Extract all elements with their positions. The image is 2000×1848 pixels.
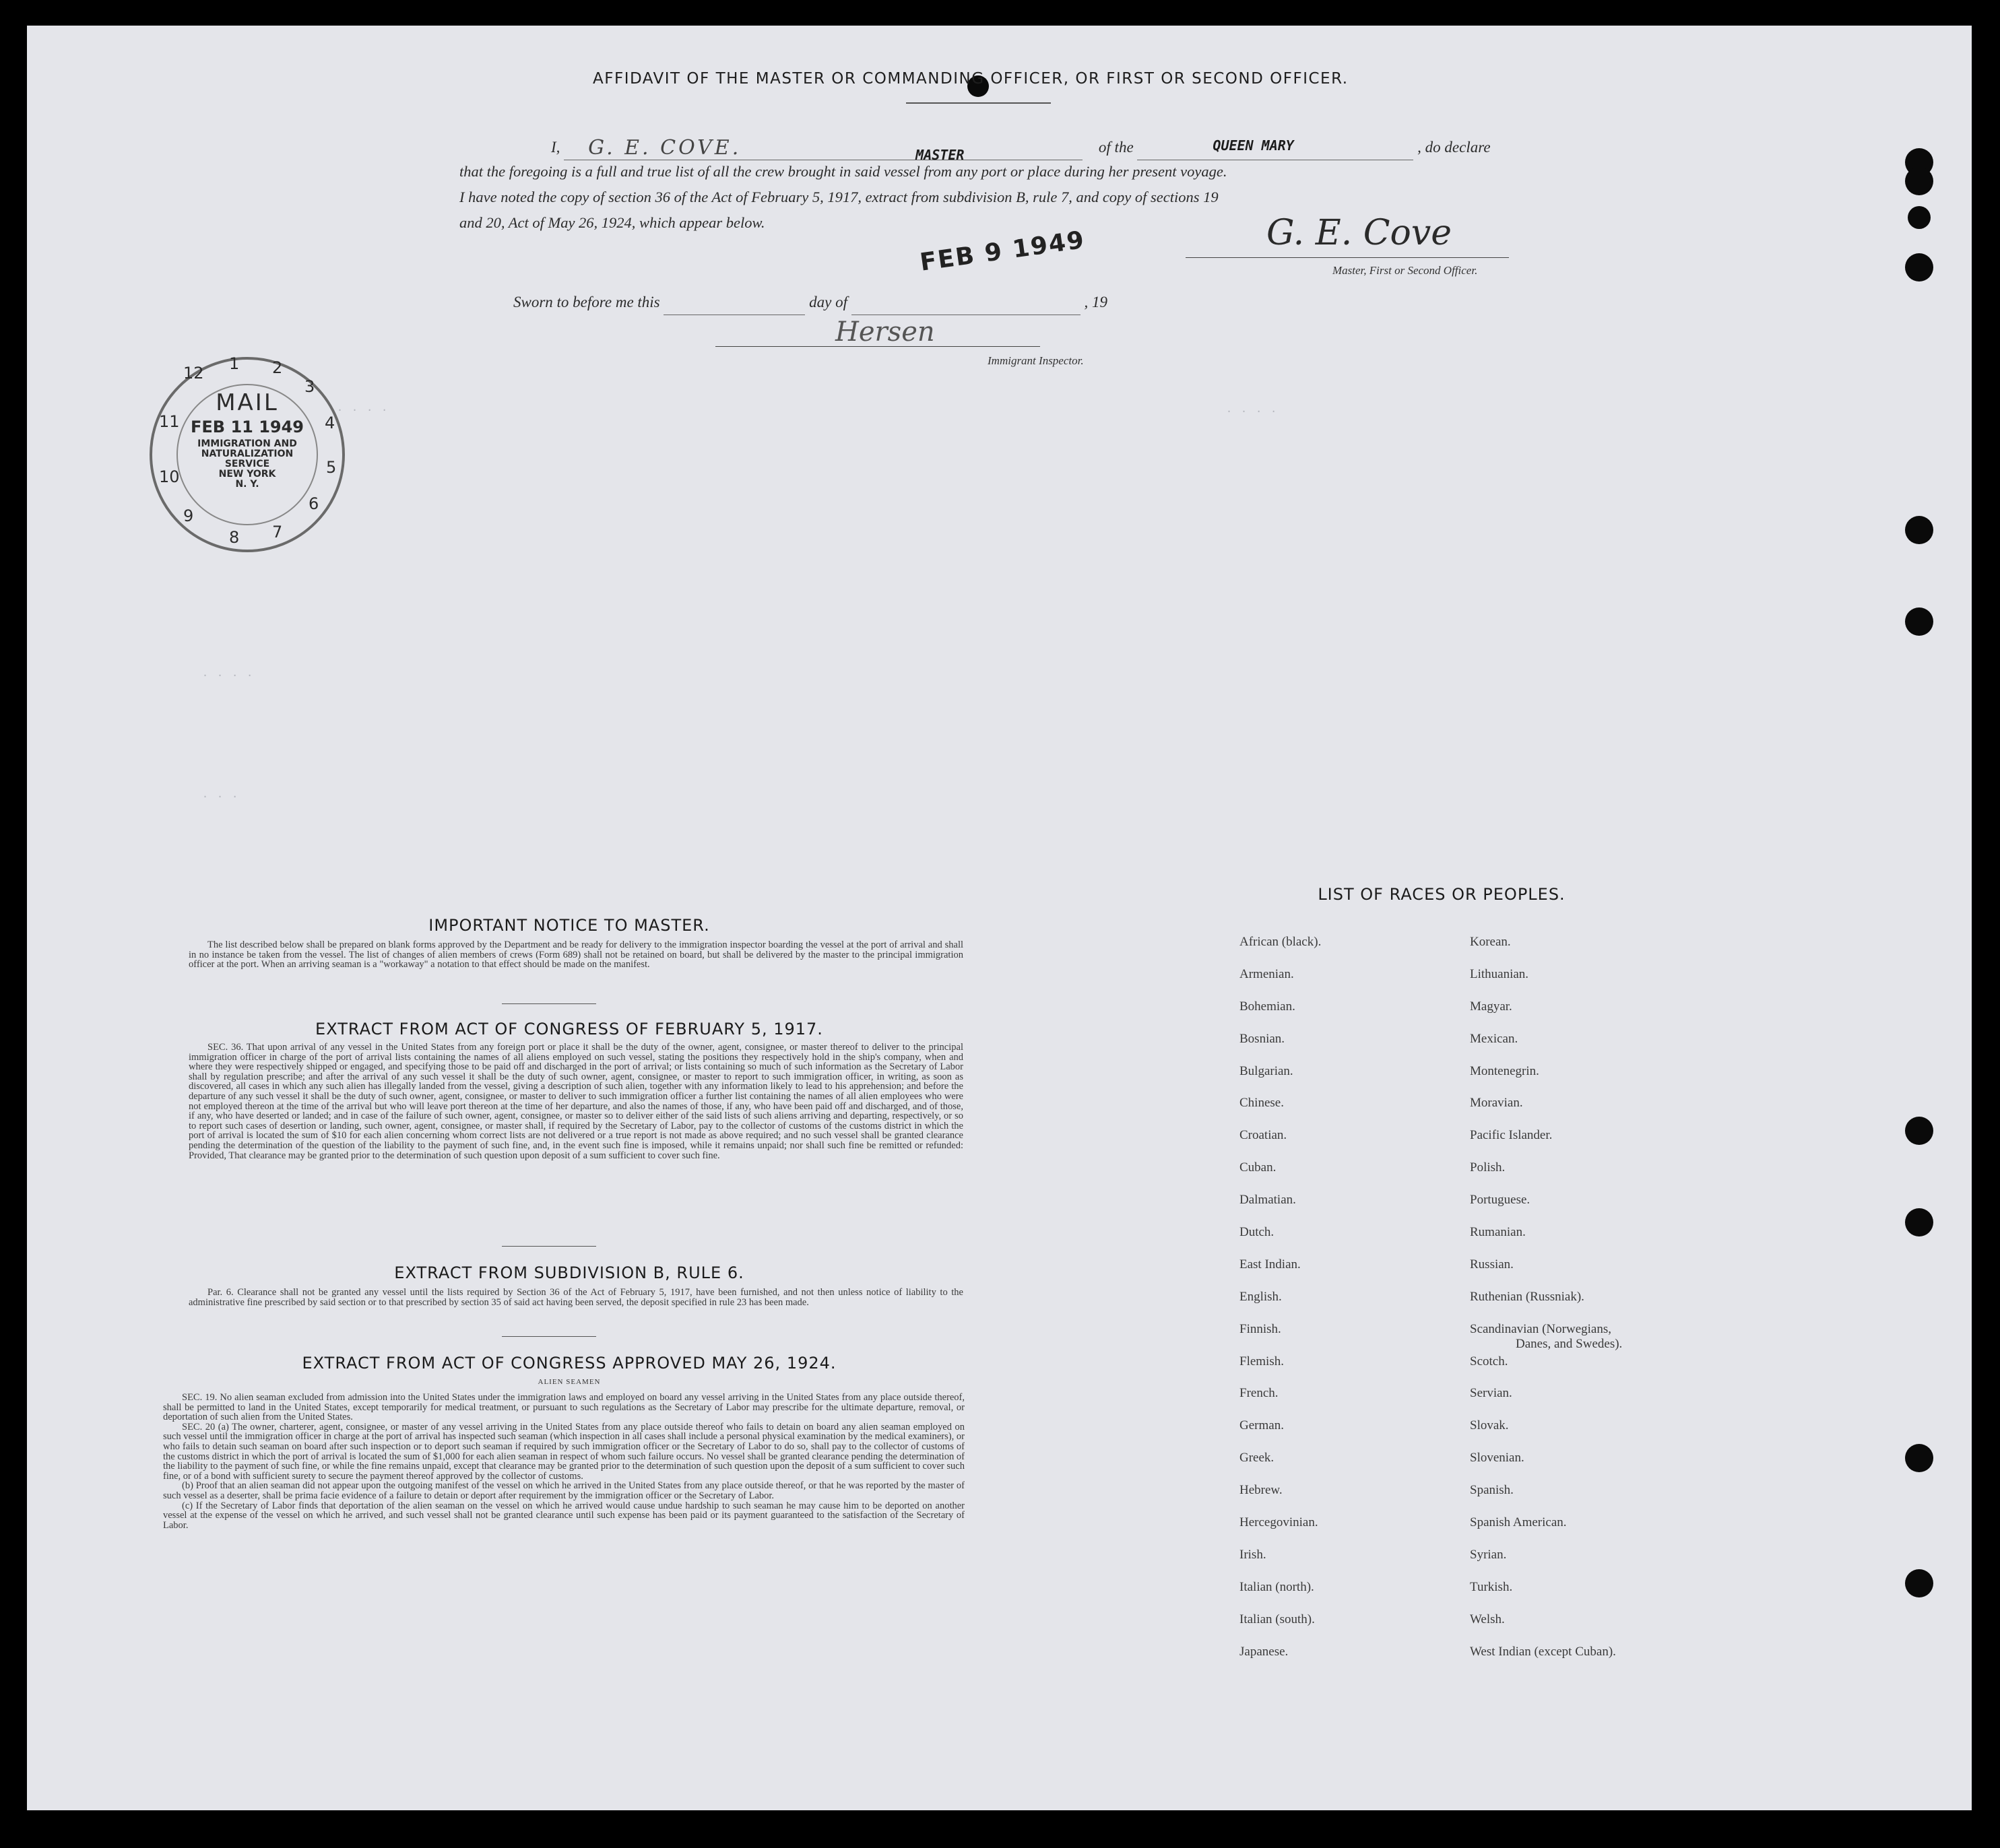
race-item: Flemish. xyxy=(1239,1354,1284,1368)
of-the-label: of the xyxy=(1098,139,1134,156)
punch-hole xyxy=(1905,1444,1933,1472)
race-item: Armenian. xyxy=(1239,966,1294,981)
inspector-signature: Hersen xyxy=(835,317,935,348)
section-divider xyxy=(502,1003,596,1004)
alien-seamen-subheading: ALIEN SEAMEN xyxy=(538,1378,601,1386)
declaration-line: that the foregoing is a full and true list of all the crew brought in said vessel from any port or place during her present voyage. xyxy=(459,163,1227,180)
declaration-first-line xyxy=(551,135,1548,163)
inspector-signature-line xyxy=(715,346,1040,347)
punch-hole xyxy=(1905,253,1933,282)
date-stamp: FEB 9 1949 xyxy=(918,226,1087,277)
extract-1917-text: SEC. 36. That upon arrival of any vessel in the United States from any foreign port or place it shall be the duty of the owner, agent, consignee, or master thereof to deliver to the principal immigration officer in charge of the port of arrival lists containing the names of all aliens employed on such vessel, stating the positions they respectively hold in the ship's company, when and where they were respectively shipped or engaged, and specifying those to be paid off and discharged in the port of arrival; or lists containing so much of such information as the Secretary of Labor shall by regulation prescribe; and after the arrival of any such vessel it shall be the duty of such owner, agent, consignee, or master to report to such immigration officer, in writing, as soon as discovered, all cases in which any such alien has illegally landed from the vessel, giving a description of such alien, together with any information likely to lead to his apprehension; and before the departure of any such vessel it shall be the duty of such owner, agent, consignee, or master to deliver to such immigration officer a further list containing the names of all alien employees who were not employed thereon at the time of the arrival but who will leave port thereon at the time of her departure, and also the names of those, if any, who have been paid off and discharged, and of those, if any, who have deserted or landed; and in case of the failure of such owner, agent, consignee, or master so to deliver either of the said lists of such aliens arriving and departing, respectively, or so to report such cases of desertion or landing, such owner, agent, consignee, or master shall, if required by the Secretary of Labor, pay to the collector of customs of the customs district in which the port of arrival is located the sum of $10 for each alien concerning whom correct lists are not delivered or a true report is not made as above required; and no such vessel shall be granted clearance pending the determination of the question of the liability to the payment of such fine, and, in the event such fine is imposed, while it remains unpaid; nor shall such fine be remitted or refunded: Provided, That clearance may be granted prior to the determination of such question upon deposit of a sum sufficient to cover such fine. xyxy=(189,1042,963,1161)
seal-line: SERVICE xyxy=(224,459,270,469)
race-item: Bohemian. xyxy=(1239,999,1295,1014)
mail-seal-ring-number: 8 xyxy=(229,528,240,547)
seal-mail-word: MAIL xyxy=(216,389,279,416)
signature-caption: Master, First or Second Officer. xyxy=(1332,264,1478,277)
declare-label: , do declare xyxy=(1417,139,1491,156)
master-rank: MASTER xyxy=(915,147,965,163)
mail-seal-ring-number: 6 xyxy=(309,494,319,513)
vessel-field xyxy=(1137,137,1413,160)
race-item: Spanish. xyxy=(1470,1483,1514,1498)
section-divider xyxy=(502,1336,596,1337)
extract-1924-paragraph: SEC. 19. No alien seaman excluded from admission into the United States under the immigration laws and employed on board any vessel arriving in the United States from any place outside thereof, shall be permitted to land in the United States, except temporarily for medical treatment, or pursuant to such regulations as the Secretary of Labor may prescribe for the ultimate departure, removal, or deportation of such alien from the United States. xyxy=(163,1392,965,1423)
race-item: Russian. xyxy=(1470,1257,1514,1272)
race-item: Italian (north). xyxy=(1239,1579,1314,1594)
race-item: Scotch. xyxy=(1470,1354,1508,1368)
mail-seal-ring-number: 10 xyxy=(159,467,180,486)
race-item: African (black). xyxy=(1239,935,1322,949)
section-divider xyxy=(502,1246,596,1247)
race-item-continuation: Danes, and Swedes). xyxy=(1516,1336,1623,1351)
race-item: Syrian. xyxy=(1470,1547,1507,1562)
race-item: Moravian. xyxy=(1470,1096,1523,1111)
mail-seal-ring-number: 1 xyxy=(229,354,240,373)
race-item: English. xyxy=(1239,1289,1282,1304)
race-item: Spanish American. xyxy=(1470,1515,1567,1530)
mail-seal-ring-number: 9 xyxy=(183,506,194,525)
sworn-label: Sworn to before me this xyxy=(513,294,660,310)
mail-seal-ring-number: 5 xyxy=(326,458,337,477)
race-item: Hebrew. xyxy=(1239,1483,1283,1498)
punch-hole xyxy=(1908,206,1931,229)
race-item: German. xyxy=(1239,1418,1284,1433)
race-item: Rumanian. xyxy=(1470,1225,1526,1240)
mail-seal-ring-number: 3 xyxy=(304,377,315,396)
extract-1917-heading: EXTRACT FROM ACT OF CONGRESS OF FEBRUARY 5, 1917. xyxy=(315,1020,823,1038)
race-item: Italian (south). xyxy=(1239,1612,1315,1626)
vessel-name: QUEEN MARY xyxy=(1213,137,1294,154)
title-rule xyxy=(906,102,1051,104)
mail-seal-ring-number: 2 xyxy=(272,358,283,377)
master-signature: G. E. Cove xyxy=(1266,213,1452,253)
affidavit-title: AFFIDAVIT OF THE MASTER OR COMMANDING OFFICER, OR FIRST OR SECOND OFFICER. xyxy=(593,70,1349,88)
race-item: Bulgarian. xyxy=(1239,1063,1293,1078)
races-heading: LIST OF RACES OR PEOPLES. xyxy=(1318,885,1566,904)
race-item: Hercegovinian. xyxy=(1239,1515,1318,1530)
punch-hole xyxy=(1905,167,1933,195)
race-item: Welsh. xyxy=(1470,1612,1505,1626)
race-item: French. xyxy=(1239,1386,1279,1401)
race-item: Montenegrin. xyxy=(1470,1063,1539,1078)
declaration-line: and 20, Act of May 26, 1924, which appear below. xyxy=(459,214,765,231)
extract-1924-paragraph: SEC. 20 (a) The owner, charterer, agent, consignee, or master of any vessel arriving in the United States from any place outside thereof who fails to detain on board any alien seaman employed on such vessel until the immigration officer in charge at the port of arrival has inspected such seaman (which inspection in all cases shall include a personal physical examination by the medical examiners), or who fails to detain such seaman on board after such inspection or to deport such seaman if required by such immigration officer or the Secretary of Labor to do so, shall pay to the collector of customs of the customs district in which the port of arrival is located the sum of $1,000 for each alien seaman in respect of whom such failure occurs. No vessel shall be granted clearance pending the determination of the liability to the payment of such fine, or while the fine remains unpaid, except that clearance may be granted prior to the determination of such question upon the deposit of a sum sufficient to cover such fine, or of a bond with sufficient surety to secure the payment thereof approved by the collector of customs. xyxy=(163,1421,965,1482)
extract-1924-paragraph: (c) If the Secretary of Labor finds that deportation of the alien seaman on the vessel on which he arrived would cause undue hardship to such seaman he may cause him to be deported on another vessel at the expense of the vessel on which he arrived, and such vessel shall not be granted clearance until such expense has been paid or its payment guaranteed to the satisfaction of the Secretary of Labor. xyxy=(163,1500,965,1531)
extract-1924-paragraph: (b) Proof that an alien seaman did not appear upon the outgoing manifest of the vessel on which he arrived in the United States from any place outside thereof, or that he was reported by the master of such vessel as a deserter, shall be prima facie evidence of a failure to detain or deport after requirement by the immigration officer or the Secretary of Labor. xyxy=(163,1480,965,1501)
year-label: , 19 xyxy=(1084,294,1107,310)
race-item: Pacific Islander. xyxy=(1470,1128,1553,1143)
race-item: Servian. xyxy=(1470,1386,1512,1401)
signature-line xyxy=(1186,257,1509,258)
day-of-label: day of xyxy=(809,294,847,310)
races-right-column xyxy=(1470,935,1623,1676)
race-item: Turkish. xyxy=(1470,1579,1513,1594)
bleed-through-text: . . . . xyxy=(1226,403,1279,415)
race-item: Korean. xyxy=(1470,935,1511,949)
race-item: Greek. xyxy=(1239,1451,1275,1465)
race-item xyxy=(1470,1321,1623,1354)
race-item: Portuguese. xyxy=(1470,1193,1530,1208)
mail-seal-ring-number: 7 xyxy=(272,523,283,541)
races-left-column xyxy=(1239,935,1321,1676)
race-item: Cuban. xyxy=(1239,1160,1277,1175)
seal-line: N. Y. xyxy=(235,479,259,490)
master-name: G. E. COVE. xyxy=(588,136,742,160)
seal-date: FEB 11 1949 xyxy=(191,418,304,436)
mail-seal-center xyxy=(176,384,318,490)
race-item-label: Scandinavian (Norwegians, xyxy=(1470,1321,1611,1336)
race-item: Dutch. xyxy=(1239,1225,1275,1240)
race-item: West Indian (except Cuban). xyxy=(1470,1644,1616,1659)
punch-hole xyxy=(1905,516,1933,544)
month-field xyxy=(851,298,1080,315)
race-item: Chinese. xyxy=(1239,1096,1284,1111)
mail-seal-ring-number: 11 xyxy=(159,412,180,431)
race-item: Croatian. xyxy=(1239,1128,1287,1143)
race-item: Japanese. xyxy=(1239,1644,1289,1659)
punch-hole xyxy=(1905,1569,1933,1597)
sworn-line xyxy=(513,290,1147,315)
bleed-through-text: . . . . xyxy=(202,667,255,679)
notice-heading: IMPORTANT NOTICE TO MASTER. xyxy=(428,916,710,935)
race-item: Finnish. xyxy=(1239,1321,1281,1336)
race-item: Ruthenian (Russniak). xyxy=(1470,1289,1584,1304)
seal-line: IMMIGRATION AND xyxy=(197,438,297,449)
race-item: Slovak. xyxy=(1470,1418,1509,1433)
punch-hole xyxy=(1905,607,1933,636)
race-item: Polish. xyxy=(1470,1160,1506,1175)
declaration-line: I have noted the copy of section 36 of the Act of February 5, 1917, extract from subdivision B, rule 7, and copy of sections 19 xyxy=(459,189,1219,205)
bleed-through-text: . . . . xyxy=(337,401,389,414)
mail-seal-ring-number: 4 xyxy=(325,414,335,432)
race-item: Lithuanian. xyxy=(1470,966,1529,981)
race-item: Mexican. xyxy=(1470,1031,1518,1046)
race-item: Magyar. xyxy=(1470,999,1512,1014)
name-rank-field xyxy=(564,136,1083,163)
extract-rule6-heading: EXTRACT FROM SUBDIVISION B, RULE 6. xyxy=(394,1263,744,1282)
seal-line: NEW YORK xyxy=(218,469,276,480)
i-label: I, xyxy=(551,139,560,156)
mail-seal-ring-number: 12 xyxy=(183,364,204,383)
race-item: Slovenian. xyxy=(1470,1451,1524,1465)
day-field xyxy=(664,298,805,315)
extract-rule6-text: Par. 6. Clearance shall not be granted any vessel until the lists required by Section 36 of the Act of February 5, 1917, have been furnished, and not then unless notice of liability to the administrative fine prescribed by said section or to that prescribed by section 35 of said act having been served, the deposit specified in rule 23 has been made. xyxy=(189,1287,963,1308)
inspector-caption: Immigrant Inspector. xyxy=(988,354,1084,367)
race-item: Bosnian. xyxy=(1239,1031,1285,1046)
bleed-through-text: . . . xyxy=(202,788,240,800)
punch-hole xyxy=(1905,1208,1933,1236)
notice-text: The list described below shall be prepared on blank forms approved by the Department and be ready for delivery to the immigration inspector boarding the vessel at the port of arrival and shall in no instance be taken from the vessel. The list of changes of alien members of crews (Form 689) shall not be retained on board, but shall be delivered by the master to the principal immigration officer at the port. When an arriving seaman is a "workaway" a notation to that effect should be made on the manifest. xyxy=(189,939,963,970)
extract-1924-body xyxy=(163,1393,965,1530)
extract-1924-heading: EXTRACT FROM ACT OF CONGRESS APPROVED MAY 26, 1924. xyxy=(302,1354,837,1373)
race-item: East Indian. xyxy=(1239,1257,1301,1272)
race-item: Irish. xyxy=(1239,1547,1266,1562)
race-item: Dalmatian. xyxy=(1239,1193,1296,1208)
punch-hole xyxy=(1905,1117,1933,1145)
seal-line: NATURALIZATION xyxy=(201,449,294,459)
